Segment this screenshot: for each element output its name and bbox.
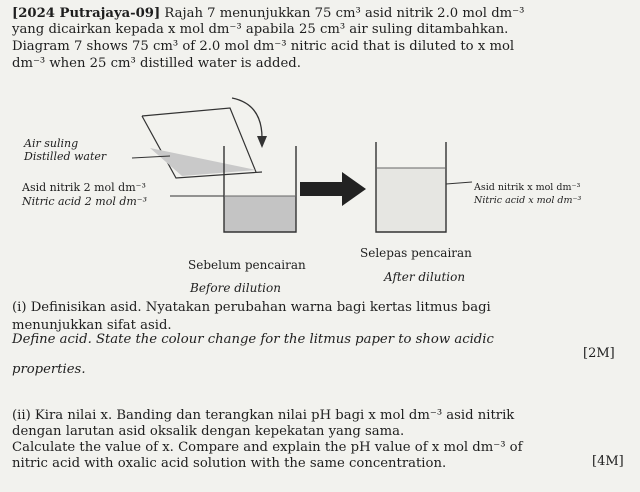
- intro-en-1: Diagram 7 shows 75 cm³ of 2.0 mol dm⁻³ nitric acid that is diluted to x mol: [12, 39, 515, 54]
- after-caption-ms: Selepas pencairan: [360, 246, 472, 260]
- part-ii-en-2: nitric acid with oxalic acid solution with the same concentration.: [12, 456, 447, 471]
- part-i-ms-2: menunjukkan sifat asid.: [12, 318, 172, 333]
- part-ii-marks: [4M]: [592, 454, 624, 469]
- question-tag: [2024 Putrajaya-09]: [12, 6, 161, 21]
- acid-right-label-ms: Asid nitrik x mol dm⁻³: [474, 182, 581, 193]
- after-caption-en: After dilution: [384, 270, 466, 284]
- part-i-marks: [2M]: [583, 346, 615, 361]
- dilution-diagram: [0, 86, 640, 301]
- pour-arrow: [232, 98, 262, 138]
- acid-right-label-en: Nitric acid x mol dm⁻³: [474, 195, 582, 206]
- dilution-arrow-head: [342, 172, 366, 206]
- part-ii-ms-1: (ii) Kira nilai x. Banding dan terangkan nilai pH bagi x mol dm⁻³ asid nitrik: [12, 408, 515, 423]
- before-caption-ms: Sebelum pencairan: [188, 258, 306, 272]
- intro-ms-2: yang dicairkan kepada x mol dm⁻³ apabila 25 cm³ air suling ditambahkan.: [12, 22, 509, 37]
- part-i-ms-1: (i) Definisikan asid. Nyatakan perubahan warna bagi kertas litmus bagi: [12, 300, 491, 315]
- dilution-arrow-shaft: [300, 182, 344, 196]
- pouring-beaker: [142, 108, 262, 178]
- part-ii-en-1: Calculate the value of x. Compare and explain the pH value of x mol dm⁻³ of: [12, 440, 523, 455]
- acid-left-label-en: Nitric acid 2 mol dm⁻³: [22, 195, 148, 208]
- right-beaker: [376, 142, 446, 232]
- before-caption-en: Before dilution: [190, 281, 281, 295]
- intro-line-1: [12, 6, 524, 22]
- water-label-ms: Air suling: [24, 137, 79, 150]
- intro-ms-1: Rajah 7 menunjukkan 75 cm³ asid nitrik 2.0 mol dm⁻³: [164, 6, 525, 21]
- left-beaker: [224, 146, 296, 232]
- part-i-en-2: properties.: [12, 362, 86, 377]
- part-ii-ms-2: dengan larutan asid oksalik dengan kepekatan yang sama.: [12, 424, 405, 439]
- water-label-en: Distilled water: [24, 150, 107, 163]
- intro-en-2: dm⁻³ when 25 cm³ distilled water is added.: [12, 56, 301, 71]
- acid-left-label-ms: Asid nitrik 2 mol dm⁻³: [22, 181, 146, 194]
- part-i-en-1: Define acid. State the colour change for the litmus paper to show acidic: [12, 332, 494, 347]
